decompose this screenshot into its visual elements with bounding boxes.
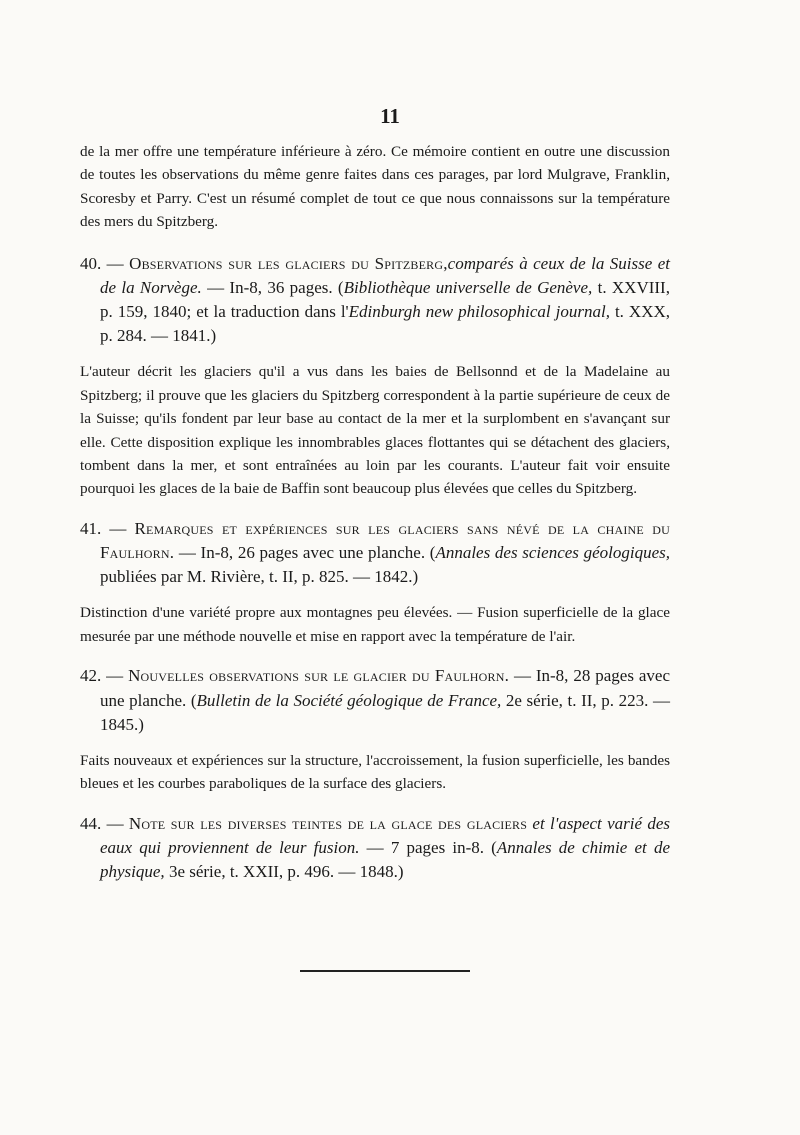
end-rule	[300, 970, 470, 972]
entry-number: 42.	[80, 666, 102, 686]
entry-note-41: Distinction d'une variété propre aux montagnes peu élevées. — Fusion superficielle de la glace mesurée par une méthode nouvelle et mise en rapport avec la température de l'air.	[80, 604, 670, 645]
bibliography-entry-42	[80, 664, 670, 737]
entry-number: 40.	[80, 253, 102, 273]
entry-title-italic: et l'aspect varié des eaux qui proviennent de leur fusion.	[100, 813, 670, 857]
bibliography-entry-40	[80, 252, 670, 349]
entry-number: 44.	[80, 813, 102, 833]
entry-publication: — In-8, 36 pages. (	[201, 277, 344, 297]
entry-note-40: L'auteur décrit les glaciers qu'il a vus dans les baies de Bellsonnd et de la Madelaine au Spitzberg; il prouve que les glaciers du Spitzberg correspondent à la partie supérieure de ceux de la Suisse; qu'ils fondent par leur base au contact de la mer et la surplombent en s'avançant sur elle. Cette disposition explique les innombrables glaces flottantes qui se détachent des glaciers, tombent dans la mer, et sont entraînées au loin par les courants. L'auteur fait voir ensuite pourquoi les glaces de la baie de Baffin sont beaucoup plus élevées que celles du Spitzberg.	[80, 363, 670, 498]
entry-dash: —	[101, 518, 135, 538]
entry-details: 2e série, t. II, p. 223. — 1845.)	[100, 690, 670, 734]
bibliography-entry-44	[80, 812, 670, 885]
entry-journal: Annales de chimie et de physique,	[100, 837, 670, 882]
entry-note-42: Faits nouveaux et expériences sur la structure, l'accroissement, la fusion superficielle, les bandes bleues et les courbes paraboliques de la surface des glaciers.	[80, 751, 670, 793]
entry-publication: — In-8, 26 pages avec une planche. (	[174, 543, 436, 563]
entry-journal: Annales des sciences géologiques,	[435, 543, 671, 563]
intro-paragraph: de la mer offre une température inférieure à zéro. Ce mémoire contient en outre une discussion de toutes les observations du même genre faites dans ces parages, par lord Mulgrave, Franklin, Scoresby et Parry. C'est un résumé complet de tout ce que nous connaissons sur la température des mers du Spitzberg.	[80, 143, 670, 231]
entry-title: Nouvelles observations sur le glacier du Faulhorn.	[128, 666, 510, 686]
entry-details: t. XXVIII, p. 159, 1840; et la traduction dans l'	[100, 277, 670, 322]
entry-details: 3e série, t. XXII, p. 496. — 1848.)	[164, 862, 404, 882]
entry-publication: — In-8, 28 pages avec une planche. (	[100, 666, 671, 710]
entry-details: publiées par M. Rivière, t. II, p. 825. — 1842.)	[100, 567, 419, 587]
page-body	[80, 140, 670, 896]
entry-title: Remarques et expériences sur les glaciers sans névé de la chaine du Faulhorn.	[100, 518, 670, 563]
bibliography-entry-41	[80, 517, 670, 590]
entry-number: 41.	[80, 518, 102, 538]
entry-dash: —	[101, 253, 130, 273]
page-number: 11	[380, 104, 400, 128]
entry-title: Note sur les diverses teintes de la glace des glaciers	[128, 813, 528, 833]
entry-dash: —	[101, 813, 129, 833]
entry-publication: — 7 pages in-8. (	[359, 837, 497, 857]
entry-title-italic: comparés à ceux de la Suisse et de la Norvège.	[100, 253, 670, 297]
entry-journal: Bibliothèque universelle de Genève,	[343, 277, 593, 297]
entry-title: Observations sur les glaciers du Spitzberg,	[129, 253, 448, 273]
entry-journal: Bulletin de la Société géologique de France,	[196, 690, 502, 710]
entry-journal-2: Edinburgh new philosophical journal,	[348, 302, 610, 322]
entry-dash: —	[101, 666, 129, 686]
entry-details-2: t. XXX, p. 284. — 1841.)	[100, 302, 670, 346]
